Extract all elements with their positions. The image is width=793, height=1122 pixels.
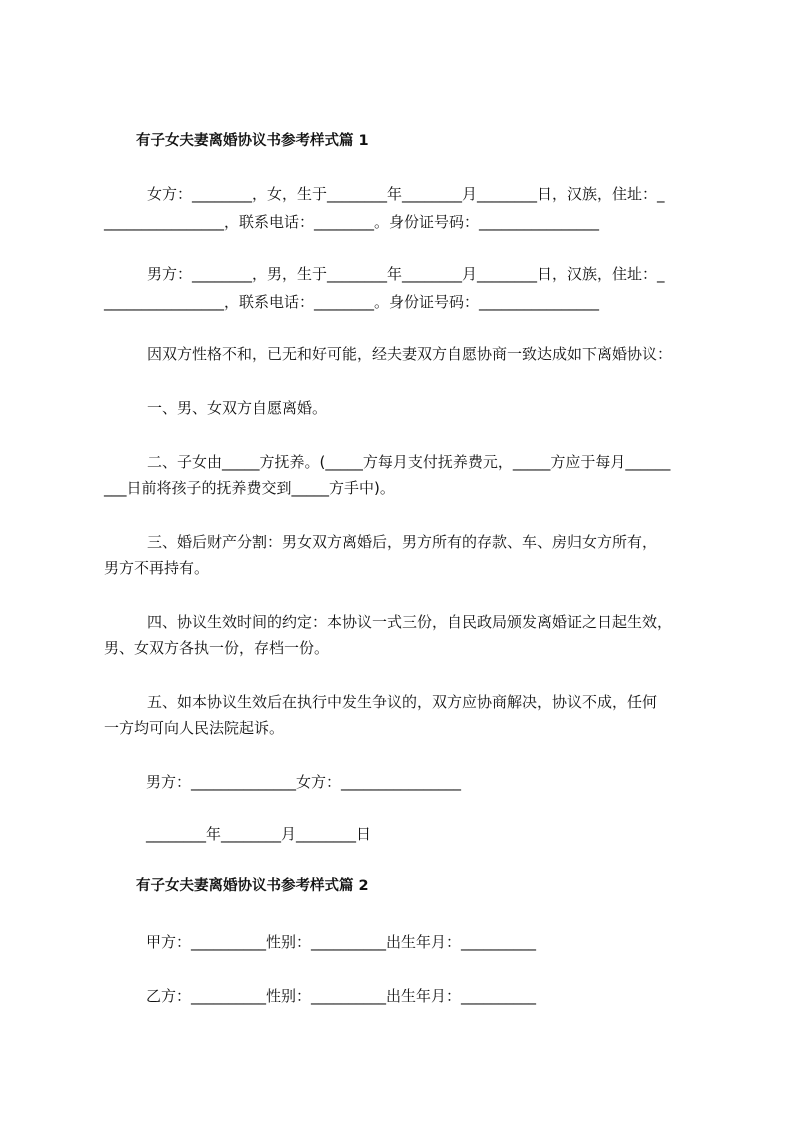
clause-5-line-1: 五、如本协议生效后在执行中发生争议的，双方应协商解决，协议不成，任何 (147, 693, 658, 711)
wife-info-line-2: ________________，联系电话：________。身份证号码：________________ (104, 213, 600, 231)
clause-2-line-2: ___日前将孩子的抚养费交到_____方手中)。 (104, 479, 395, 497)
party-a-line: 甲方：__________性别：__________出生年月：__________ (146, 933, 537, 951)
clause-5-line-2: 一方均可向人民法院起诉。 (104, 719, 285, 737)
signature-line: 男方：______________女方：________________ (146, 773, 462, 791)
agreement-intro: 因双方性格不和，已无和好可能，经夫妻双方自愿协商一致达成如下离婚协议： (147, 345, 673, 363)
date-line: ________年________月________日 (146, 825, 372, 843)
clause-1: 一、男、女双方自愿离婚。 (147, 399, 328, 417)
husband-info-line-2: ________________，联系电话：________。身份证号码：________________ (104, 293, 600, 311)
clause-3-line-1: 三、婚后财产分割：男女双方离婚后，男方所有的存款、车、房归女方所有， (147, 533, 658, 551)
section-1-heading: 有子女夫妻离婚协议书参考样式篇 1 (136, 133, 369, 149)
party-b-line: 乙方：__________性别：__________出生年月：__________ (146, 987, 537, 1005)
clause-4-line-2: 男、女双方各执一份，存档一份。 (104, 639, 330, 657)
clause-4-line-1: 四、协议生效时间的约定：本协议一式三份，自民政局颁发离婚证之日起生效， (147, 613, 673, 631)
clause-2-line-1: 二、子女由_____方抚养。(_____方每月支付抚养费元，_____方应于每月______ (147, 453, 671, 471)
wife-info-line-1: 女方：________，女，生于________年________月________日，汉族，住址：_ (147, 185, 665, 203)
husband-info-line-1: 男方：________，男，生于________年________月________日，汉族，住址：_ (147, 265, 665, 283)
section-2-heading: 有子女夫妻离婚协议书参考样式篇 2 (136, 878, 369, 894)
clause-3-line-2: 男方不再持有。 (104, 559, 210, 577)
